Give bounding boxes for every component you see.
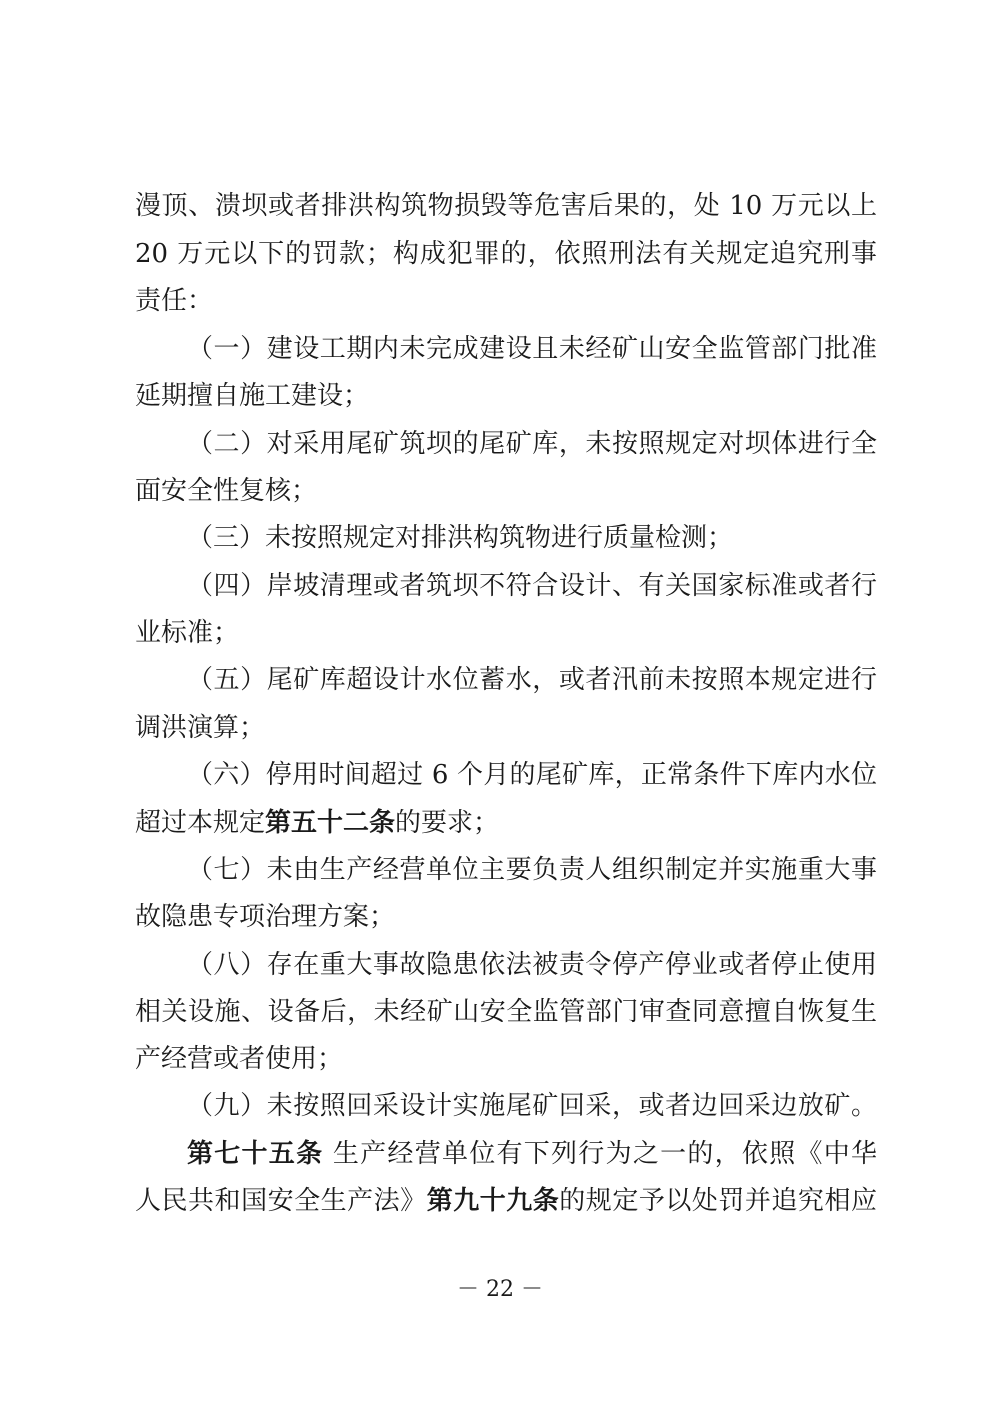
text-line: 故隐患专项治理方案； [135, 902, 396, 932]
article-number: 第七十五条 [187, 1139, 324, 1169]
article-reference: 第九十九条 [426, 1186, 560, 1216]
page-number: － 22 － [457, 1277, 543, 1302]
text-line: 延期擅自施工建设； [135, 381, 370, 411]
list-item-9: （九）未按照回采设计实施尾矿回采，或者边回采边放矿。 [187, 1091, 877, 1121]
text-line: 相关设施、设备后，未经矿山安全监管部门审查同意擅自恢复生 [135, 997, 877, 1027]
text-line: 业标准； [135, 618, 240, 648]
article-heading-line [187, 1138, 877, 1170]
article-reference: 第五十二条 [265, 808, 396, 838]
list-item-5: （五）尾矿库超设计水位蓄水，或者汛前未按照本规定进行 [187, 665, 877, 695]
list-item-4: （四）岸坡清理或者筑坝不符合设计、有关国家标准或者行 [187, 571, 877, 601]
text-line: 产经营或者使用； [135, 1044, 344, 1074]
text-line: 面安全性复核； [135, 476, 318, 506]
list-item-6: （六）停用时间超过 6 个月的尾矿库，正常条件下库内水位 [187, 760, 877, 790]
list-item-3: （三）未按照规定对排洪构筑物进行质量检测； [187, 523, 734, 553]
text-run: 超过本规定 [135, 808, 266, 838]
text-line [135, 1185, 877, 1217]
text-line: 20 万元以下的罚款；构成犯罪的，依照刑法有关规定追究刑事 [135, 239, 877, 269]
list-item-2: （二）对采用尾矿筑坝的尾矿库，未按照规定对坝体进行全 [187, 429, 877, 459]
text-run: 的规定予以处罚并追究相应 [559, 1186, 877, 1216]
list-item-1: （一）建设工期内未完成建设且未经矿山安全监管部门批准 [187, 334, 877, 364]
list-item-7: （七）未由生产经营单位主要负责人组织制定并实施重大事 [187, 855, 877, 885]
text-run: 人民共和国安全生产法》 [135, 1186, 427, 1216]
text-run: 生产经营单位有下列行为之一的，依照《中华 [323, 1139, 877, 1169]
text-run: 的要求； [395, 808, 500, 838]
text-line: 漫顶、溃坝或者排洪构筑物损毁等危害后果的，处 10 万元以上 [135, 191, 877, 221]
text-line: 调洪演算； [135, 713, 266, 743]
text-line [135, 807, 877, 839]
list-item-8: （八）存在重大事故隐患依法被责令停产停业或者停止使用 [187, 950, 877, 980]
text-line: 责任： [135, 286, 214, 316]
